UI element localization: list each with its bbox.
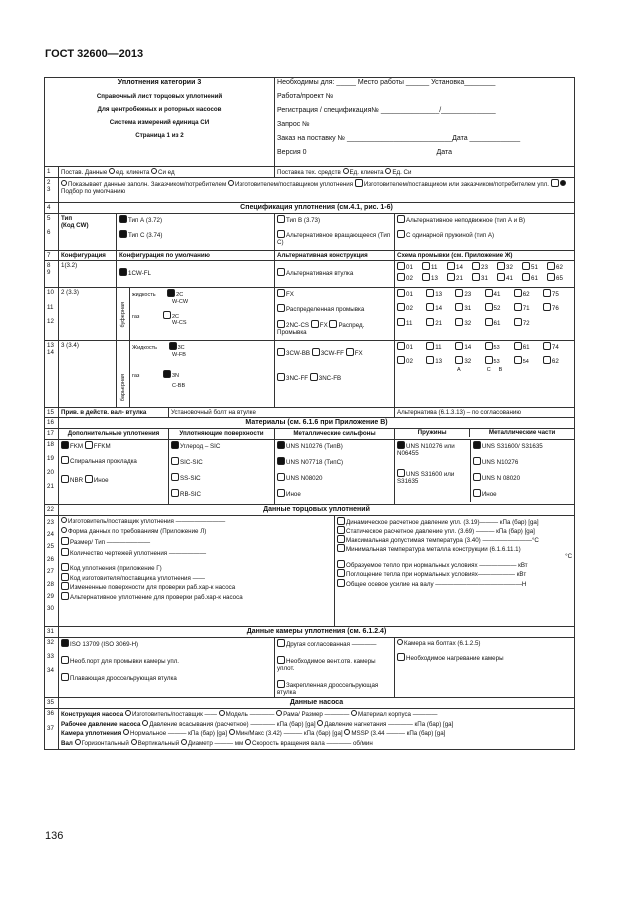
form-cell: Конструкция насоса Изготовитель/поставщик —— Модель ———— Рама/ Размер ———— Материал корпуса ———— Рабочее давление насоса Давление всасывания (расчетное) ———— кПа (бар) [ga] Давление нагнетания ———— кПа (бар) [ga] Камера уплотнения Нормальное ——— кПа (бар) [ga] Мин/Макс (3.42) ——— кПа (бар) [ga] MSSP (3.44 ——— кПа (бар) [ga] Вал Горизонтальный Вертикальный Диаметр ——— мм Скорость вращения вала ———— об/мин: [59, 709, 575, 750]
checkbox-icon[interactable]: [61, 475, 69, 483]
checkbox-icon[interactable]: [277, 373, 285, 381]
title-line: Для центробежных и роторных насосов: [97, 106, 222, 114]
checkbox-icon[interactable]: [337, 579, 345, 587]
checkbox-icon[interactable]: [397, 262, 405, 270]
row-18-21: [45, 439, 575, 504]
checkbox-icon[interactable]: [119, 215, 127, 223]
checkbox-icon[interactable]: [472, 262, 480, 270]
title-line: Страница 1 из 2: [135, 132, 184, 140]
row-22: [45, 504, 575, 515]
checkbox-icon[interactable]: [277, 457, 285, 465]
form-cell: Уплотняющие поверхности: [169, 429, 275, 439]
radio-icon[interactable]: [229, 729, 235, 735]
checkbox-icon[interactable]: [119, 230, 127, 238]
radio-icon[interactable]: [131, 739, 137, 745]
checkbox-icon[interactable]: [514, 318, 522, 326]
checkbox-icon[interactable]: [61, 441, 69, 449]
checkbox-icon[interactable]: [277, 489, 285, 497]
request-line[interactable]: Работа/проект №: [277, 93, 334, 101]
checkbox-icon[interactable]: [337, 569, 345, 577]
checkbox-icon[interactable]: [171, 441, 179, 449]
checkbox-icon[interactable]: [277, 680, 285, 688]
checkbox-icon[interactable]: [543, 356, 551, 364]
radio-icon[interactable]: [123, 729, 129, 735]
checkbox-icon[interactable]: [337, 544, 345, 552]
checkbox-icon[interactable]: [485, 342, 493, 350]
form-cell: буферная жидкость 2С W-CW газ 2С W-CS: [117, 288, 275, 341]
checkbox-icon[interactable]: [547, 262, 555, 270]
radio-icon[interactable]: [61, 180, 67, 186]
form-cell: Тип А (3.72) Тип С (3.74): [117, 214, 275, 251]
radio-icon[interactable]: [385, 168, 391, 174]
checkbox-icon[interactable]: [61, 563, 69, 571]
checkbox-icon[interactable]: [171, 473, 179, 481]
checkbox-icon[interactable]: [277, 268, 285, 276]
form-cell: Установочный болт на втулке: [169, 408, 395, 418]
form-cell: 8 9: [45, 261, 59, 288]
standard-designation: ГОСТ 32600—2013: [45, 48, 144, 60]
checkbox-icon[interactable]: [61, 537, 69, 545]
form-cell: 35: [45, 698, 59, 709]
checkbox-icon[interactable]: [61, 456, 69, 464]
form-cell: 1(3.2): [59, 261, 117, 288]
checkbox-icon[interactable]: [485, 303, 493, 311]
form-cell: Данные насоса: [59, 698, 575, 709]
radio-icon[interactable]: [344, 729, 350, 735]
radio-icon[interactable]: [317, 720, 323, 726]
checkbox-icon[interactable]: [169, 342, 177, 350]
checkbox-icon[interactable]: [171, 457, 179, 465]
row-31: [45, 626, 575, 637]
checkbox-icon[interactable]: [311, 320, 319, 328]
form-cell: Тип В (3.73) Альтернативное вращающееся (Тип С): [275, 214, 395, 251]
form-cell: Конфигурация по умолчанию: [117, 251, 275, 261]
checkbox-icon[interactable]: [397, 342, 405, 350]
form-cell: Изготовитель/поставщик уплотнения ———————— Форма данных по требованиям (Приложение Л) Размер/ Тип ——————— Количество чертежей уплотнения —————— Код уплотнения (приложение Г) Код изготовителя/поставщика уплотнения —— Измененные поверхности для проверки раб.хар-к насоса Альтернативное уплотнение для проверки раб.хар-к насоса: [59, 515, 335, 626]
checkbox-icon[interactable]: [337, 526, 345, 534]
form-cell: Показывает данные заполн. Заказчиком/потребителем Изготовителем/поставщиком уплотнения Изготовителем/поставщиком или заказчиком/потребителем упл. Подбор по умолчанию: [59, 178, 575, 203]
checkbox-icon[interactable]: [171, 489, 179, 497]
row-17: [45, 429, 575, 439]
checkbox-icon[interactable]: [312, 348, 320, 356]
radio-icon[interactable]: [151, 168, 157, 174]
form-cell: Углерод – SIC SIC-SIC SS-SIC RB-SIC: [169, 439, 275, 504]
checkbox-icon[interactable]: [61, 548, 69, 556]
checkbox-icon[interactable]: [422, 262, 430, 270]
checkbox-icon[interactable]: [85, 441, 93, 449]
checkbox-icon[interactable]: [543, 342, 551, 350]
form-cell: UNS N10276 (ТипВ) UNS N07718 (ТипС) UNS N08020 Иное: [275, 439, 395, 504]
row-35: [45, 698, 575, 709]
form-cell: 32 33 34: [45, 637, 59, 698]
form-cell: FKM FFKM Спиральная прокладка NBR Иное: [59, 439, 169, 504]
flush-plan-grid: 01 13 23 41 62 75 02 14 31 52 71 76 11 21 32 61 72: [397, 289, 572, 326]
zone-label: буферная: [119, 301, 126, 328]
row-2-3: [45, 178, 575, 203]
form-cell: 10 11 12: [45, 288, 59, 341]
form-cell: 1CW-FL: [117, 261, 275, 288]
radio-icon[interactable]: [61, 517, 67, 523]
form-cell: [395, 288, 575, 341]
checkbox-icon[interactable]: [422, 273, 430, 281]
checkbox-icon[interactable]: [397, 289, 405, 297]
checkbox-icon[interactable]: [455, 303, 463, 311]
request-line[interactable]: Версия 0 Дата: [277, 149, 453, 157]
checkbox-icon[interactable]: [514, 342, 522, 350]
radio-icon[interactable]: [61, 527, 67, 533]
radio-icon[interactable]: [228, 180, 234, 186]
radio-icon[interactable]: [181, 739, 187, 745]
form-cell: Спецификация уплотнения (см.4.1, рис. 1-6): [59, 203, 575, 214]
request-line[interactable]: Необходимы для: _____ Место работы ______ Установка________: [277, 79, 496, 86]
checkbox-icon[interactable]: [277, 348, 285, 356]
form-cell: 3CW-BB 3CW-FF FX 3NC-FF 3NC-FB: [275, 341, 395, 408]
row-5-6: [45, 214, 575, 251]
form-cell: 16: [45, 418, 59, 429]
flush-plan-grid: 01 11 14 23 32 51 62 02 13 21 31 41 61 65: [397, 262, 572, 282]
form-cell: Другая согласованная ———— Необходимое вент.отв. камеры уплот. Закрепленная дроссельрующая втулка: [275, 637, 395, 698]
checkbox-icon[interactable]: [61, 582, 69, 590]
checkbox-icon[interactable]: [61, 592, 69, 600]
checkbox-icon[interactable]: [447, 262, 455, 270]
checkbox-icon[interactable]: [497, 273, 505, 281]
form-cell: 22: [45, 504, 59, 515]
radio-icon[interactable]: [109, 168, 115, 174]
checkbox-icon[interactable]: [485, 289, 493, 297]
checkbox-icon[interactable]: [543, 289, 551, 297]
checkbox-icon[interactable]: [61, 639, 69, 647]
form-cell: ISO 13709 (ISO 3069-H) Необ.порт для промывки камеры упл. Плавающая дроссельрующая втулка: [59, 637, 275, 698]
form-cell: Альтернативное неподвижное (тип А и В) С одинарной пружиной (тип А): [395, 214, 575, 251]
form-cell: Альтернативная конструкция: [275, 251, 395, 261]
form-cell: UNS N10276 или N06455 UNS S31600 или S31635 UNS S31600/ S31635 UNS N10276 UNS N 08020 Иное: [395, 439, 575, 504]
checkbox-icon[interactable]: [455, 318, 463, 326]
form-cell: Постав. Данные ед. клиента Си ед: [59, 167, 275, 178]
radio-icon[interactable]: [125, 710, 131, 716]
checkbox-icon[interactable]: [543, 303, 551, 311]
checkbox-icon[interactable]: [277, 289, 285, 297]
form-cell: Данные торцовых уплотнений: [59, 504, 575, 515]
seal-data-sheet: [44, 77, 575, 750]
form-cell: 13 14: [45, 341, 59, 408]
checkbox-icon[interactable]: [119, 268, 127, 276]
checkbox-icon[interactable]: [277, 656, 285, 664]
flush-plan-grid: 01 11 14 53 61 74 02 13 32 53 54 62: [397, 342, 572, 365]
form-cell: Альтернативная втулка: [275, 261, 395, 288]
form-cell: 17: [45, 429, 59, 439]
form-cell: 23 24 25 26 27 28 29 30: [45, 515, 59, 626]
row-16: [45, 418, 575, 429]
checkbox-icon[interactable]: [522, 273, 530, 281]
checkbox-icon[interactable]: [163, 311, 171, 319]
checkbox-icon[interactable]: [397, 653, 405, 661]
checkbox-icon[interactable]: [310, 373, 318, 381]
checkbox-icon[interactable]: [337, 535, 345, 543]
form-cell: 18 19 20 21: [45, 439, 59, 504]
checkbox-icon[interactable]: [397, 215, 405, 223]
title-block: [45, 78, 575, 167]
radio-filled-icon: [560, 180, 566, 186]
checkbox-icon[interactable]: [277, 215, 285, 223]
checkbox-icon[interactable]: [397, 441, 405, 449]
checkbox-icon[interactable]: [473, 473, 481, 481]
form-cell: Поставка тех. средств Ед. клиента Ед. Си: [275, 167, 575, 178]
request-line[interactable]: Заказ на поставку № ___________________________Дата _____________: [277, 135, 521, 143]
checkbox-icon[interactable]: [473, 489, 481, 497]
checkbox-icon[interactable]: [485, 356, 493, 364]
radio-icon[interactable]: [276, 710, 282, 716]
checkbox-icon[interactable]: [397, 303, 405, 311]
checkbox-icon[interactable]: [277, 639, 285, 647]
checkbox-icon[interactable]: [426, 318, 434, 326]
radio-icon[interactable]: [219, 710, 225, 716]
form-cell: 1: [45, 167, 59, 178]
row-8-9: [45, 261, 575, 288]
checkbox-icon[interactable]: [551, 179, 559, 187]
checkbox-icon[interactable]: [426, 356, 434, 364]
checkbox-icon[interactable]: [426, 289, 434, 297]
checkbox-icon[interactable]: [167, 289, 175, 297]
checkbox-icon[interactable]: [426, 303, 434, 311]
form-cell: 31: [45, 626, 59, 637]
form-cell: Материалы (см. 6.1.6 при Приложение В): [59, 418, 575, 429]
radio-icon[interactable]: [142, 720, 148, 726]
checkbox-icon[interactable]: [497, 262, 505, 270]
form-cell: Камера на болтах (6.1.2.5) Необходимое нагревание камеры: [395, 637, 575, 698]
radio-icon[interactable]: [245, 739, 251, 745]
checkbox-icon[interactable]: [485, 318, 493, 326]
form-cell: 3 (3.4): [59, 341, 117, 408]
title-line: Система измерений единица СИ: [109, 119, 210, 127]
row-13-14: [45, 341, 575, 408]
checkbox-icon[interactable]: [473, 457, 481, 465]
radio-icon[interactable]: [351, 710, 357, 716]
form-cell: Альтернатива (6.1.3.13) – по согласованию: [395, 408, 575, 418]
checkbox-icon[interactable]: [455, 342, 463, 350]
checkbox-icon[interactable]: [397, 273, 405, 281]
checkbox-icon[interactable]: [85, 475, 93, 483]
form-cell: Пружины Металлические части: [395, 429, 575, 439]
form-cell: 4: [45, 203, 59, 214]
form-cell: 36 37: [45, 709, 59, 750]
checkbox-icon[interactable]: [522, 262, 530, 270]
checkbox-icon[interactable]: [61, 573, 69, 581]
checkbox-icon[interactable]: [455, 289, 463, 297]
request-line[interactable]: Запрос №: [277, 121, 310, 129]
form-cell: [395, 341, 575, 408]
form-cell: Дополнительные уплотнения: [59, 429, 169, 439]
form-cell: барьерная Жидкость 3С W-FB газ 3N C-BB: [117, 341, 275, 408]
checkbox-icon[interactable]: [277, 441, 285, 449]
form-cell: 7: [45, 251, 59, 261]
checkbox-icon[interactable]: [337, 560, 345, 568]
row-23-30: [45, 515, 575, 626]
checkbox-icon[interactable]: [447, 273, 455, 281]
radio-icon[interactable]: [75, 739, 81, 745]
row-4: [45, 203, 575, 214]
checkbox-icon[interactable]: [397, 318, 405, 326]
row-15: [45, 408, 575, 418]
form-cell: Конфигурация: [59, 251, 117, 261]
title-line: Справочный лист торцовых уплотнений: [96, 93, 223, 101]
checkbox-icon[interactable]: [337, 517, 345, 525]
radio-icon[interactable]: [343, 168, 349, 174]
row-10-12: [45, 288, 575, 341]
checkbox-icon[interactable]: [473, 441, 481, 449]
title-line: Уплотнения категории 3: [117, 79, 202, 86]
row-7: [45, 251, 575, 261]
checkbox-icon[interactable]: [61, 673, 69, 681]
checkbox-icon[interactable]: [277, 230, 285, 238]
checkbox-icon[interactable]: [277, 473, 285, 481]
form-cell: Тип (Код CW): [59, 214, 117, 251]
checkbox-icon[interactable]: [277, 320, 285, 328]
zone-label: барьерная: [119, 374, 126, 402]
form-cell: 15: [45, 408, 59, 418]
page-number: 136: [45, 830, 64, 842]
form-cell: Прив. в действ. вал- втулка: [59, 408, 169, 418]
checkbox-icon[interactable]: [163, 370, 171, 378]
checkbox-icon[interactable]: [397, 469, 405, 477]
checkbox-icon[interactable]: [514, 289, 522, 297]
form-cell: Металлические сильфоны: [275, 429, 395, 439]
form-cell: 5 6: [45, 214, 59, 251]
form-cell: [395, 261, 575, 288]
checkbox-icon[interactable]: [455, 356, 463, 364]
form-cell: FX Распределенная промывка 2NC-CS FX Распред. Промывка: [275, 288, 395, 341]
row-32-34: [45, 637, 575, 698]
form-cell: [275, 78, 575, 167]
form-cell: Динамическое расчетное давление упл. (3.19)——— кПа (бар) [ga] Статическое расчетное давление упл. (3.69) ——— кПа (бар) [ga] Максимальная допустимая температура (3.40) ————————°C Минимальная температура металла конструкции (6.1.6.11.1) °C Образуемое тепло при нормальных условиях —————— кВт Поглощение тепла при нормальных условиях—————— кВт Общее осевое усилие на валу ——————————————Н: [335, 515, 575, 626]
checkbox-icon[interactable]: [346, 348, 354, 356]
checkbox-icon[interactable]: [472, 273, 480, 281]
row-36-37: [45, 709, 575, 750]
form-cell: Данные камеры уплотнения (см. 6.1.2.4): [59, 626, 575, 637]
plan-letters: A C B: [457, 366, 503, 373]
form-cell: [45, 78, 275, 167]
request-line[interactable]: Регистрация / спецификация№ _______________/______________: [277, 107, 496, 115]
form-cell: 2 (3.3): [59, 288, 117, 341]
checkbox-icon[interactable]: [277, 304, 285, 312]
checkbox-icon[interactable]: [329, 320, 337, 328]
checkbox-icon[interactable]: [426, 342, 434, 350]
checkbox-icon[interactable]: [397, 356, 405, 364]
checkbox-icon[interactable]: [355, 179, 363, 187]
checkbox-icon[interactable]: [547, 273, 555, 281]
radio-icon[interactable]: [397, 639, 403, 645]
form-cell: Схема промывки (см. Приложение Ж): [395, 251, 575, 261]
checkbox-icon[interactable]: [61, 656, 69, 664]
checkbox-icon[interactable]: [397, 230, 405, 238]
checkbox-icon[interactable]: [514, 303, 522, 311]
row-1: [45, 167, 575, 178]
form-cell: 2 3: [45, 178, 59, 203]
checkbox-icon[interactable]: [514, 356, 522, 364]
